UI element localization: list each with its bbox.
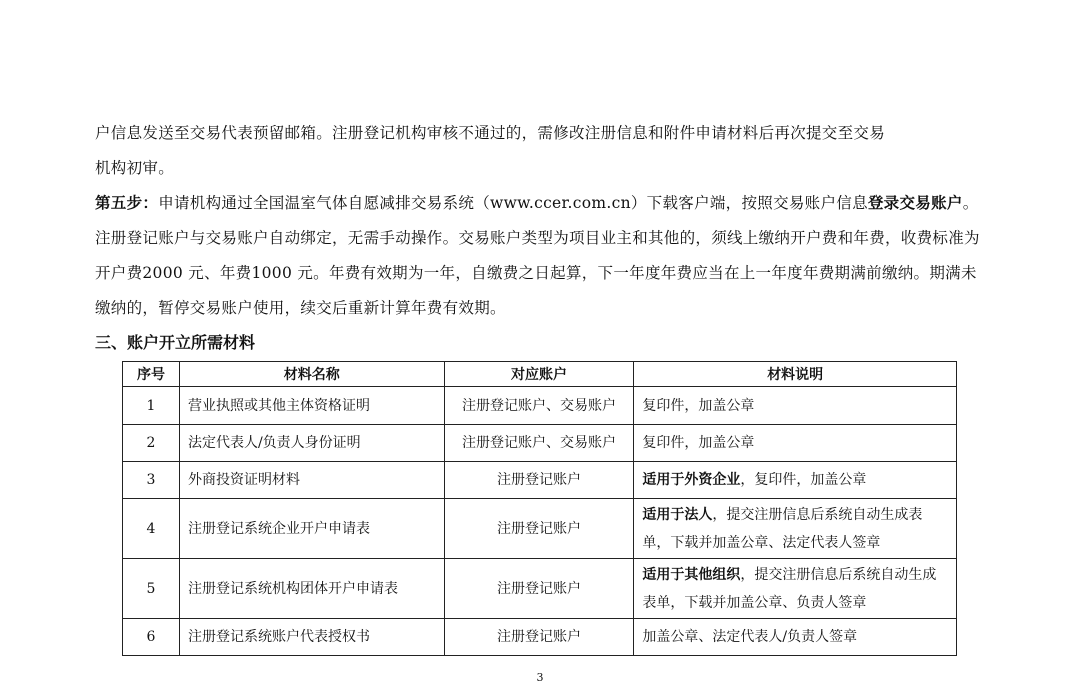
materials-table: [122, 361, 957, 656]
account-type: 注册登记账户: [444, 559, 634, 619]
note-bold: 适用于其他组织: [642, 566, 741, 583]
paragraph-step5: [95, 186, 985, 326]
material-note: [634, 559, 957, 619]
account-type: 注册登记账户、交易账户: [444, 425, 634, 462]
table-row: [123, 425, 957, 462]
account-type: 注册登记账户: [444, 462, 634, 499]
note-bold: 适用于外资企业: [642, 472, 741, 488]
table-row: [123, 559, 957, 619]
step-bold-text: 登录交易账户: [867, 194, 963, 212]
row-number: 4: [123, 499, 180, 559]
material-note: [634, 499, 957, 559]
material-note: [634, 619, 957, 656]
header-cell: 材料说明: [634, 362, 957, 387]
material-name: 注册登记系统机构团体开户申请表: [179, 559, 444, 619]
step-text: 申请机构通过全国温室气体自愿减排交易系统（www.ccer.com.cn）下载客户端，按照交易账户信息: [158, 194, 868, 212]
note-text: ，提交注册信息后系统自动生成表单，下载并加盖公章、负责人签章: [642, 566, 937, 611]
account-type: 注册登记账户: [444, 619, 634, 656]
paragraph-line: 户信息发送至交易代表预留邮箱。注册登记机构审核不通过的，需修改注册信息和附件申请材料后再次提交至交易: [95, 124, 886, 142]
row-number: 2: [123, 425, 180, 462]
row-number: 5: [123, 559, 180, 619]
paragraph-continuation: [95, 116, 985, 186]
note-text: 加盖公章、法定代表人/负责人签章: [642, 629, 858, 645]
paragraph-line: 机构初审。: [95, 159, 175, 177]
section-heading: 三、账户开立所需材料: [95, 333, 256, 352]
material-note: [634, 462, 957, 499]
table-row: [123, 499, 957, 559]
note-bold: 适用于法人: [642, 506, 713, 523]
header-cell: 对应账户: [444, 362, 634, 387]
step-label: 第五步：: [95, 194, 159, 212]
material-note: [634, 387, 957, 425]
material-name: 注册登记系统企业开户申请表: [179, 499, 444, 559]
note-text: 复印件，加盖公章: [642, 435, 755, 451]
row-number: 3: [123, 462, 180, 499]
material-note: [634, 425, 957, 462]
account-type: 注册登记账户: [444, 499, 634, 559]
table-row: [123, 619, 957, 656]
table-header-row: [123, 362, 957, 387]
note-text: ，提交注册信息后系统自动生成表单，下载并加盖公章、法定代表人签章: [642, 506, 923, 551]
note-text: ，复印件，加盖公章: [740, 472, 867, 488]
row-number: 1: [123, 387, 180, 425]
table-row: [123, 387, 957, 425]
note-text: 复印件，加盖公章: [642, 397, 755, 414]
page-number: 3: [536, 671, 544, 684]
header-cell: 材料名称: [179, 362, 444, 387]
account-type: 注册登记账户、交易账户: [444, 387, 634, 425]
material-name: 注册登记系统账户代表授权书: [179, 619, 444, 656]
material-name: 外商投资证明材料: [179, 462, 444, 499]
step-text: 。注册登记账户与交易账户自动绑定，无需手动操作。交易账户类型为项目业主和其他的，须线上缴纳开户费和年费，收费标准为开户费2000 元、年费1000 元。年费有效期为一年，自缴费之日起算，下一年度年费应当在上一年度年费期满前缴纳。期满未缴纳的，暂停交易账户使用，续交后重新计算年费有效期。: [95, 194, 980, 317]
header-cell: 序号: [123, 362, 180, 387]
table-row: [123, 462, 957, 499]
material-name: 法定代表人/负责人身份证明: [179, 425, 444, 462]
row-number: 6: [123, 619, 180, 656]
material-name: 营业执照或其他主体资格证明: [179, 387, 444, 425]
